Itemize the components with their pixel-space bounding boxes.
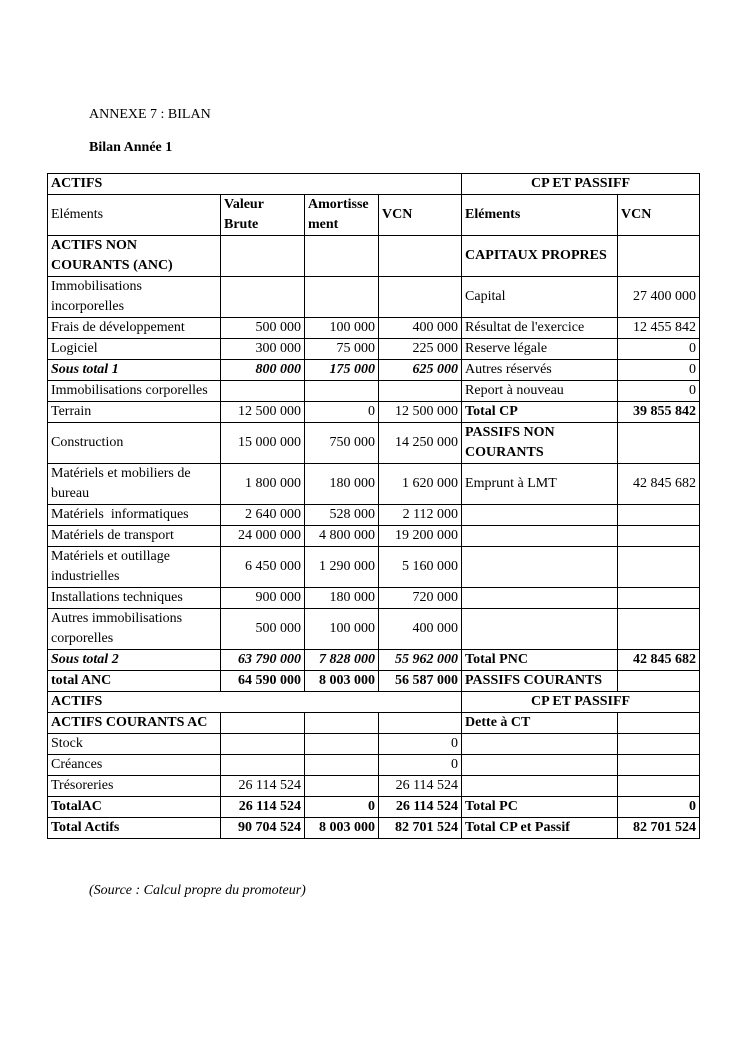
table-row	[48, 423, 700, 464]
right-vcn-cell: 42 845 682	[618, 650, 700, 671]
right-label	[462, 588, 618, 609]
row-label: Installations techniques	[48, 588, 221, 609]
amortissement-cell: 7 828 000	[305, 650, 379, 671]
right-label: Résultat de l'exercice	[462, 318, 618, 339]
vcn-cell: 56 587 000	[379, 671, 462, 692]
valeur-brute-cell: 500 000	[221, 609, 305, 650]
vcn-cell: 625 000	[379, 360, 462, 381]
row-label: ACTIFS NON COURANTS (ANC)	[48, 236, 221, 277]
right-label: Autres réservés	[462, 360, 618, 381]
total-row	[48, 797, 700, 818]
total-row	[48, 818, 700, 839]
vcn-cell: 26 114 524	[379, 797, 462, 818]
vcn-cell: 225 000	[379, 339, 462, 360]
vcn-cell: 0	[379, 755, 462, 776]
row-label: Total Actifs	[48, 818, 221, 839]
vcn-right-header: VCN	[618, 195, 700, 236]
valeur-brute-cell: 300 000	[221, 339, 305, 360]
valeur-brute-cell: 15 000 000	[221, 423, 305, 464]
right-vcn-cell	[618, 776, 700, 797]
table-row	[48, 277, 700, 318]
right-label: Total PC	[462, 797, 618, 818]
valeur-brute-cell: 26 114 524	[221, 776, 305, 797]
table-row	[48, 734, 700, 755]
right-vcn-cell	[618, 755, 700, 776]
right-label: Emprunt à LMT	[462, 464, 618, 505]
valeur-brute-cell: 63 790 000	[221, 650, 305, 671]
right-label: Capital	[462, 277, 618, 318]
row-label: Matériels informatiques	[48, 505, 221, 526]
table-row	[48, 776, 700, 797]
amortissement-cell: 100 000	[305, 318, 379, 339]
vcn-cell: 720 000	[379, 588, 462, 609]
vcn-header: VCN	[379, 195, 462, 236]
right-vcn-cell	[618, 734, 700, 755]
valeur-brute-cell: 26 114 524	[221, 797, 305, 818]
actifs-header: ACTIFS	[48, 174, 462, 195]
right-vcn-cell: 42 845 682	[618, 464, 700, 505]
amortissement-cell	[305, 755, 379, 776]
right-vcn-cell: 0	[618, 797, 700, 818]
column-header-row	[48, 195, 700, 236]
right-vcn-cell: 12 455 842	[618, 318, 700, 339]
table-row	[48, 609, 700, 650]
amortissement-cell	[305, 277, 379, 318]
amortissement-cell: 8 003 000	[305, 818, 379, 839]
amortissement-cell	[305, 713, 379, 734]
elements-right-header: Eléments	[462, 195, 618, 236]
table-row	[48, 713, 700, 734]
valeur-brute-cell: 800 000	[221, 360, 305, 381]
row-label: Sous total 1	[48, 360, 221, 381]
row-label: Matériels et outillage industrielles	[48, 547, 221, 588]
right-label: Total CP et Passif	[462, 818, 618, 839]
right-vcn-cell	[618, 609, 700, 650]
right-vcn-cell	[618, 423, 700, 464]
right-label: Report à nouveau	[462, 381, 618, 402]
row-label: Terrain	[48, 402, 221, 423]
valeur-brute-cell	[221, 236, 305, 277]
right-label: Reserve légale	[462, 339, 618, 360]
amortissement-cell	[305, 776, 379, 797]
valeur-brute-cell: 90 704 524	[221, 818, 305, 839]
right-label: PASSIFS NON COURANTS	[462, 423, 618, 464]
amortissement-cell	[305, 381, 379, 402]
row-label: Construction	[48, 423, 221, 464]
row-label: Trésoreries	[48, 776, 221, 797]
balance-sheet-table	[47, 173, 700, 839]
right-label	[462, 734, 618, 755]
vcn-cell: 55 962 000	[379, 650, 462, 671]
vcn-cell: 400 000	[379, 609, 462, 650]
subtotal-row	[48, 650, 700, 671]
amortissement-cell: 175 000	[305, 360, 379, 381]
annex-title: ANNEXE 7 : BILAN	[89, 107, 211, 122]
vcn-cell: 5 160 000	[379, 547, 462, 588]
amortissement-header: Amortisse ment	[305, 195, 379, 236]
section-header-row	[48, 692, 700, 713]
amortissement-cell: 180 000	[305, 464, 379, 505]
row-label: total ANC	[48, 671, 221, 692]
vcn-cell: 400 000	[379, 318, 462, 339]
amortissement-cell	[305, 236, 379, 277]
row-label: TotalAC	[48, 797, 221, 818]
vcn-cell: 2 112 000	[379, 505, 462, 526]
vcn-cell: 12 500 000	[379, 402, 462, 423]
amortissement-cell	[305, 734, 379, 755]
amortissement-cell: 750 000	[305, 423, 379, 464]
amortissement-cell: 1 290 000	[305, 547, 379, 588]
table-row	[48, 464, 700, 505]
right-vcn-cell: 0	[618, 360, 700, 381]
amortissement-cell: 8 003 000	[305, 671, 379, 692]
valeur-brute-cell: 12 500 000	[221, 402, 305, 423]
right-label	[462, 505, 618, 526]
right-vcn-cell	[618, 526, 700, 547]
row-label: Sous total 2	[48, 650, 221, 671]
subtotal-row	[48, 360, 700, 381]
amortissement-cell: 0	[305, 797, 379, 818]
right-vcn-cell: 0	[618, 339, 700, 360]
valeur-brute-cell	[221, 713, 305, 734]
table-row	[48, 236, 700, 277]
row-label: Autres immobilisations corporelles	[48, 609, 221, 650]
right-vcn-cell	[618, 588, 700, 609]
right-label: PASSIFS COURANTS	[462, 671, 618, 692]
right-label	[462, 547, 618, 588]
valeur-brute-cell: 1 800 000	[221, 464, 305, 505]
vcn-cell	[379, 713, 462, 734]
vcn-cell	[379, 277, 462, 318]
row-label: ACTIFS COURANTS AC	[48, 713, 221, 734]
valeur-brute-cell	[221, 734, 305, 755]
table-row	[48, 339, 700, 360]
vcn-cell: 26 114 524	[379, 776, 462, 797]
vcn-cell: 19 200 000	[379, 526, 462, 547]
row-label: Stock	[48, 734, 221, 755]
vcn-cell: 14 250 000	[379, 423, 462, 464]
right-label	[462, 776, 618, 797]
page-title: Bilan Année 1	[89, 140, 173, 155]
valeur-brute-cell: 900 000	[221, 588, 305, 609]
vcn-cell	[379, 381, 462, 402]
table-header-row	[48, 174, 700, 195]
table-row	[48, 505, 700, 526]
vcn-cell: 1 620 000	[379, 464, 462, 505]
right-label: Total PNC	[462, 650, 618, 671]
table-row	[48, 402, 700, 423]
right-vcn-cell	[618, 671, 700, 692]
right-vcn-cell	[618, 713, 700, 734]
table-row	[48, 547, 700, 588]
source-note: (Source : Calcul propre du promoteur)	[89, 883, 306, 898]
vcn-cell: 0	[379, 734, 462, 755]
right-vcn-cell	[618, 236, 700, 277]
table-row	[48, 318, 700, 339]
right-label	[462, 526, 618, 547]
right-label	[462, 755, 618, 776]
valeur-brute-cell	[221, 381, 305, 402]
valeur-brute-cell	[221, 277, 305, 318]
valeur-brute-cell: 6 450 000	[221, 547, 305, 588]
valeur-brute-cell: 500 000	[221, 318, 305, 339]
right-label: Dette à CT	[462, 713, 618, 734]
vcn-cell: 82 701 524	[379, 818, 462, 839]
cp-passif-header: CP ET PASSIFF	[462, 692, 700, 713]
table-row	[48, 526, 700, 547]
cp-passif-header: CP ET PASSIFF	[462, 174, 700, 195]
valeur-brute-cell: 64 590 000	[221, 671, 305, 692]
right-label: Total CP	[462, 402, 618, 423]
right-vcn-cell: 0	[618, 381, 700, 402]
total-row	[48, 671, 700, 692]
amortissement-cell: 100 000	[305, 609, 379, 650]
right-vcn-cell	[618, 505, 700, 526]
table-row	[48, 381, 700, 402]
right-vcn-cell	[618, 547, 700, 588]
valeur-brute-cell: 2 640 000	[221, 505, 305, 526]
vcn-cell	[379, 236, 462, 277]
valeur-brute-header: Valeur Brute	[221, 195, 305, 236]
row-label: Immobilisations incorporelles	[48, 277, 221, 318]
row-label: Créances	[48, 755, 221, 776]
amortissement-cell: 4 800 000	[305, 526, 379, 547]
right-label	[462, 609, 618, 650]
right-vcn-cell: 27 400 000	[618, 277, 700, 318]
right-vcn-cell: 39 855 842	[618, 402, 700, 423]
amortissement-cell: 528 000	[305, 505, 379, 526]
row-label: Immobilisations corporelles	[48, 381, 221, 402]
row-label: Frais de développement	[48, 318, 221, 339]
table-row	[48, 588, 700, 609]
row-label: Matériels et mobiliers de bureau	[48, 464, 221, 505]
amortissement-cell: 180 000	[305, 588, 379, 609]
amortissement-cell: 0	[305, 402, 379, 423]
actifs-header: ACTIFS	[48, 692, 462, 713]
valeur-brute-cell	[221, 755, 305, 776]
table-row	[48, 755, 700, 776]
row-label: Matériels de transport	[48, 526, 221, 547]
valeur-brute-cell: 24 000 000	[221, 526, 305, 547]
right-label: CAPITAUX PROPRES	[462, 236, 618, 277]
row-label: Logiciel	[48, 339, 221, 360]
right-vcn-cell: 82 701 524	[618, 818, 700, 839]
amortissement-cell: 75 000	[305, 339, 379, 360]
elements-header: Eléments	[48, 195, 221, 236]
